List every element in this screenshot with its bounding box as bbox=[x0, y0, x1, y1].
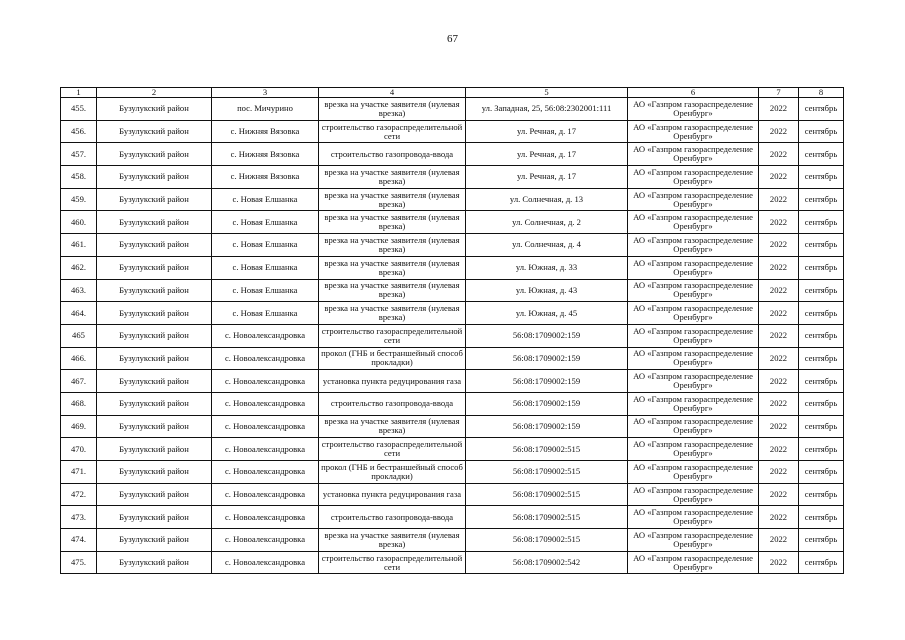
organization-cell: АО «Газпром газораспределение Оренбург» bbox=[628, 211, 759, 234]
work-type-cell: врезка на участке заявителя (нулевая врезка) bbox=[319, 188, 466, 211]
address-cell: 56:08:1709002:515 bbox=[466, 461, 628, 484]
district-cell: Бузулукский район bbox=[97, 415, 212, 438]
year-cell: 2022 bbox=[759, 143, 799, 166]
row-number-cell: 474. bbox=[61, 529, 97, 552]
address-cell: ул. Южная, д. 43 bbox=[466, 279, 628, 302]
row-number-cell: 457. bbox=[61, 143, 97, 166]
table-row bbox=[61, 188, 844, 211]
district-cell: Бузулукский район bbox=[97, 98, 212, 121]
month-cell: сентябрь bbox=[799, 98, 844, 121]
month-cell: сентябрь bbox=[799, 392, 844, 415]
row-number-cell: 473. bbox=[61, 506, 97, 529]
work-type-cell: врезка на участке заявителя (нулевая врезка) bbox=[319, 234, 466, 257]
locality-cell: с. Новоалександровка bbox=[212, 438, 319, 461]
year-cell: 2022 bbox=[759, 256, 799, 279]
column-number-header: 2 bbox=[97, 88, 212, 98]
row-number-cell: 469. bbox=[61, 415, 97, 438]
gasification-table bbox=[60, 87, 844, 574]
locality-cell: с. Новая Елшанка bbox=[212, 256, 319, 279]
year-cell: 2022 bbox=[759, 438, 799, 461]
row-number-cell: 466. bbox=[61, 347, 97, 370]
district-cell: Бузулукский район bbox=[97, 234, 212, 257]
row-number-cell: 461. bbox=[61, 234, 97, 257]
address-cell: ул. Речная, д. 17 bbox=[466, 120, 628, 143]
district-cell: Бузулукский район bbox=[97, 551, 212, 574]
year-cell: 2022 bbox=[759, 188, 799, 211]
year-cell: 2022 bbox=[759, 392, 799, 415]
work-type-cell: строительство газораспределительной сети bbox=[319, 438, 466, 461]
work-type-cell: врезка на участке заявителя (нулевая врезка) bbox=[319, 256, 466, 279]
year-cell: 2022 bbox=[759, 166, 799, 189]
address-cell: ул. Речная, д. 17 bbox=[466, 143, 628, 166]
row-number-cell: 468. bbox=[61, 392, 97, 415]
year-cell: 2022 bbox=[759, 506, 799, 529]
work-type-cell: строительство газораспределительной сети bbox=[319, 324, 466, 347]
locality-cell: с. Нижняя Вязовка bbox=[212, 120, 319, 143]
month-cell: сентябрь bbox=[799, 370, 844, 393]
row-number-cell: 471. bbox=[61, 461, 97, 484]
month-cell: сентябрь bbox=[799, 415, 844, 438]
work-type-cell: врезка на участке заявителя (нулевая врезка) bbox=[319, 302, 466, 325]
month-cell: сентябрь bbox=[799, 551, 844, 574]
month-cell: сентябрь bbox=[799, 166, 844, 189]
row-number-cell: 455. bbox=[61, 98, 97, 121]
locality-cell: с. Новоалександровка bbox=[212, 551, 319, 574]
address-cell: 56:08:1709002:159 bbox=[466, 415, 628, 438]
organization-cell: АО «Газпром газораспределение Оренбург» bbox=[628, 143, 759, 166]
month-cell: сентябрь bbox=[799, 120, 844, 143]
row-number-cell: 465 bbox=[61, 324, 97, 347]
month-cell: сентябрь bbox=[799, 302, 844, 325]
month-cell: сентябрь bbox=[799, 461, 844, 484]
work-type-cell: прокол (ГНБ и бестраншейный способ прокладки) bbox=[319, 347, 466, 370]
table-row bbox=[61, 256, 844, 279]
column-number-header: 6 bbox=[628, 88, 759, 98]
organization-cell: АО «Газпром газораспределение Оренбург» bbox=[628, 188, 759, 211]
locality-cell: с. Новая Елшанка bbox=[212, 211, 319, 234]
year-cell: 2022 bbox=[759, 347, 799, 370]
column-number-header: 1 bbox=[61, 88, 97, 98]
work-type-cell: установка пункта редуцирования газа bbox=[319, 370, 466, 393]
year-cell: 2022 bbox=[759, 120, 799, 143]
work-type-cell: врезка на участке заявителя (нулевая врезка) bbox=[319, 279, 466, 302]
locality-cell: с. Новая Елшанка bbox=[212, 234, 319, 257]
table-row bbox=[61, 98, 844, 121]
table-row bbox=[61, 506, 844, 529]
organization-cell: АО «Газпром газораспределение Оренбург» bbox=[628, 166, 759, 189]
organization-cell: АО «Газпром газораспределение Оренбург» bbox=[628, 120, 759, 143]
address-cell: 56:08:1709002:515 bbox=[466, 506, 628, 529]
locality-cell: с. Новоалександровка bbox=[212, 461, 319, 484]
locality-cell: с. Новая Елшанка bbox=[212, 188, 319, 211]
table-row bbox=[61, 120, 844, 143]
month-cell: сентябрь bbox=[799, 529, 844, 552]
row-number-cell: 470. bbox=[61, 438, 97, 461]
row-number-cell: 464. bbox=[61, 302, 97, 325]
column-number-header: 7 bbox=[759, 88, 799, 98]
organization-cell: АО «Газпром газораспределение Оренбург» bbox=[628, 347, 759, 370]
organization-cell: АО «Газпром газораспределение Оренбург» bbox=[628, 279, 759, 302]
table-row bbox=[61, 143, 844, 166]
work-type-cell: прокол (ГНБ и бестраншейный способ прокладки) bbox=[319, 461, 466, 484]
locality-cell: с. Новоалександровка bbox=[212, 415, 319, 438]
organization-cell: АО «Газпром газораспределение Оренбург» bbox=[628, 98, 759, 121]
locality-cell: с. Нижняя Вязовка bbox=[212, 143, 319, 166]
district-cell: Бузулукский район bbox=[97, 438, 212, 461]
table-row bbox=[61, 234, 844, 257]
locality-cell: с. Новоалександровка bbox=[212, 347, 319, 370]
table-row bbox=[61, 370, 844, 393]
address-cell: ул. Речная, д. 17 bbox=[466, 166, 628, 189]
organization-cell: АО «Газпром газораспределение Оренбург» bbox=[628, 234, 759, 257]
year-cell: 2022 bbox=[759, 461, 799, 484]
district-cell: Бузулукский район bbox=[97, 529, 212, 552]
row-number-cell: 463. bbox=[61, 279, 97, 302]
work-type-cell: строительство газопровода-ввода bbox=[319, 506, 466, 529]
page-number: 67 bbox=[447, 33, 458, 45]
organization-cell: АО «Газпром газораспределение Оренбург» bbox=[628, 529, 759, 552]
district-cell: Бузулукский район bbox=[97, 302, 212, 325]
month-cell: сентябрь bbox=[799, 211, 844, 234]
organization-cell: АО «Газпром газораспределение Оренбург» bbox=[628, 483, 759, 506]
district-cell: Бузулукский район bbox=[97, 392, 212, 415]
year-cell: 2022 bbox=[759, 415, 799, 438]
district-cell: Бузулукский район bbox=[97, 166, 212, 189]
work-type-cell: строительство газопровода-ввода bbox=[319, 143, 466, 166]
table-row bbox=[61, 324, 844, 347]
row-number-cell: 460. bbox=[61, 211, 97, 234]
month-cell: сентябрь bbox=[799, 438, 844, 461]
work-type-cell: врезка на участке заявителя (нулевая врезка) bbox=[319, 166, 466, 189]
organization-cell: АО «Газпром газораспределение Оренбург» bbox=[628, 324, 759, 347]
row-number-cell: 467. bbox=[61, 370, 97, 393]
address-cell: 56:08:1709002:159 bbox=[466, 347, 628, 370]
month-cell: сентябрь bbox=[799, 347, 844, 370]
table-row bbox=[61, 483, 844, 506]
table-row bbox=[61, 279, 844, 302]
organization-cell: АО «Газпром газораспределение Оренбург» bbox=[628, 370, 759, 393]
row-number-cell: 458. bbox=[61, 166, 97, 189]
district-cell: Бузулукский район bbox=[97, 370, 212, 393]
row-number-cell: 475. bbox=[61, 551, 97, 574]
organization-cell: АО «Газпром газораспределение Оренбург» bbox=[628, 506, 759, 529]
work-type-cell: врезка на участке заявителя (нулевая врезка) bbox=[319, 98, 466, 121]
table-row bbox=[61, 529, 844, 552]
address-cell: 56:08:1709002:515 bbox=[466, 438, 628, 461]
district-cell: Бузулукский район bbox=[97, 483, 212, 506]
table-row bbox=[61, 392, 844, 415]
row-number-cell: 459. bbox=[61, 188, 97, 211]
table-body bbox=[61, 98, 844, 574]
district-cell: Бузулукский район bbox=[97, 143, 212, 166]
district-cell: Бузулукский район bbox=[97, 256, 212, 279]
year-cell: 2022 bbox=[759, 370, 799, 393]
organization-cell: АО «Газпром газораспределение Оренбург» bbox=[628, 256, 759, 279]
locality-cell: с. Новоалександровка bbox=[212, 529, 319, 552]
month-cell: сентябрь bbox=[799, 256, 844, 279]
row-number-cell: 472. bbox=[61, 483, 97, 506]
locality-cell: с. Новоалександровка bbox=[212, 483, 319, 506]
month-cell: сентябрь bbox=[799, 188, 844, 211]
column-number-row bbox=[61, 88, 844, 98]
locality-cell: с. Новая Елшанка bbox=[212, 279, 319, 302]
table-row bbox=[61, 347, 844, 370]
row-number-cell: 456. bbox=[61, 120, 97, 143]
locality-cell: с. Новоалександровка bbox=[212, 506, 319, 529]
address-cell: ул. Солнечная, д. 13 bbox=[466, 188, 628, 211]
year-cell: 2022 bbox=[759, 529, 799, 552]
address-cell: 56:08:1709002:542 bbox=[466, 551, 628, 574]
month-cell: сентябрь bbox=[799, 506, 844, 529]
district-cell: Бузулукский район bbox=[97, 347, 212, 370]
year-cell: 2022 bbox=[759, 279, 799, 302]
district-cell: Бузулукский район bbox=[97, 324, 212, 347]
locality-cell: с. Нижняя Вязовка bbox=[212, 166, 319, 189]
work-type-cell: строительство газопровода-ввода bbox=[319, 392, 466, 415]
year-cell: 2022 bbox=[759, 98, 799, 121]
month-cell: сентябрь bbox=[799, 279, 844, 302]
address-cell: ул. Западная, 25, 56:08:2302001:111 bbox=[466, 98, 628, 121]
locality-cell: с. Новоалександровка bbox=[212, 370, 319, 393]
column-number-header: 4 bbox=[319, 88, 466, 98]
address-cell: 56:08:1709002:515 bbox=[466, 529, 628, 552]
district-cell: Бузулукский район bbox=[97, 120, 212, 143]
table-row bbox=[61, 166, 844, 189]
year-cell: 2022 bbox=[759, 483, 799, 506]
work-type-cell: врезка на участке заявителя (нулевая врезка) bbox=[319, 529, 466, 552]
district-cell: Бузулукский район bbox=[97, 211, 212, 234]
table-row bbox=[61, 415, 844, 438]
table-row bbox=[61, 438, 844, 461]
address-cell: ул. Южная, д. 33 bbox=[466, 256, 628, 279]
district-cell: Бузулукский район bbox=[97, 188, 212, 211]
locality-cell: пос. Мичурино bbox=[212, 98, 319, 121]
work-type-cell: установка пункта редуцирования газа bbox=[319, 483, 466, 506]
table-row bbox=[61, 211, 844, 234]
column-number-header: 5 bbox=[466, 88, 628, 98]
work-type-cell: строительство газораспределительной сети bbox=[319, 551, 466, 574]
year-cell: 2022 bbox=[759, 211, 799, 234]
district-cell: Бузулукский район bbox=[97, 461, 212, 484]
organization-cell: АО «Газпром газораспределение Оренбург» bbox=[628, 415, 759, 438]
address-cell: 56:08:1709002:159 bbox=[466, 370, 628, 393]
locality-cell: с. Новоалександровка bbox=[212, 392, 319, 415]
address-cell: ул. Южная, д. 45 bbox=[466, 302, 628, 325]
year-cell: 2022 bbox=[759, 234, 799, 257]
address-cell: ул. Солнечная, д. 2 bbox=[466, 211, 628, 234]
year-cell: 2022 bbox=[759, 551, 799, 574]
organization-cell: АО «Газпром газораспределение Оренбург» bbox=[628, 461, 759, 484]
month-cell: сентябрь bbox=[799, 483, 844, 506]
address-cell: 56:08:1709002:515 bbox=[466, 483, 628, 506]
organization-cell: АО «Газпром газораспределение Оренбург» bbox=[628, 302, 759, 325]
year-cell: 2022 bbox=[759, 302, 799, 325]
row-number-cell: 462. bbox=[61, 256, 97, 279]
month-cell: сентябрь bbox=[799, 324, 844, 347]
district-cell: Бузулукский район bbox=[97, 279, 212, 302]
year-cell: 2022 bbox=[759, 324, 799, 347]
work-type-cell: врезка на участке заявителя (нулевая врезка) bbox=[319, 211, 466, 234]
column-number-header: 8 bbox=[799, 88, 844, 98]
locality-cell: с. Новая Елшанка bbox=[212, 302, 319, 325]
address-cell: 56:08:1709002:159 bbox=[466, 324, 628, 347]
organization-cell: АО «Газпром газораспределение Оренбург» bbox=[628, 551, 759, 574]
address-cell: 56:08:1709002:159 bbox=[466, 392, 628, 415]
locality-cell: с. Новоалександровка bbox=[212, 324, 319, 347]
address-cell: ул. Солнечная, д. 4 bbox=[466, 234, 628, 257]
district-cell: Бузулукский район bbox=[97, 506, 212, 529]
table-row bbox=[61, 461, 844, 484]
work-type-cell: строительство газораспределительной сети bbox=[319, 120, 466, 143]
month-cell: сентябрь bbox=[799, 234, 844, 257]
organization-cell: АО «Газпром газораспределение Оренбург» bbox=[628, 392, 759, 415]
column-number-header: 3 bbox=[212, 88, 319, 98]
month-cell: сентябрь bbox=[799, 143, 844, 166]
organization-cell: АО «Газпром газораспределение Оренбург» bbox=[628, 438, 759, 461]
table-row bbox=[61, 551, 844, 574]
work-type-cell: врезка на участке заявителя (нулевая врезка) bbox=[319, 415, 466, 438]
table-row bbox=[61, 302, 844, 325]
